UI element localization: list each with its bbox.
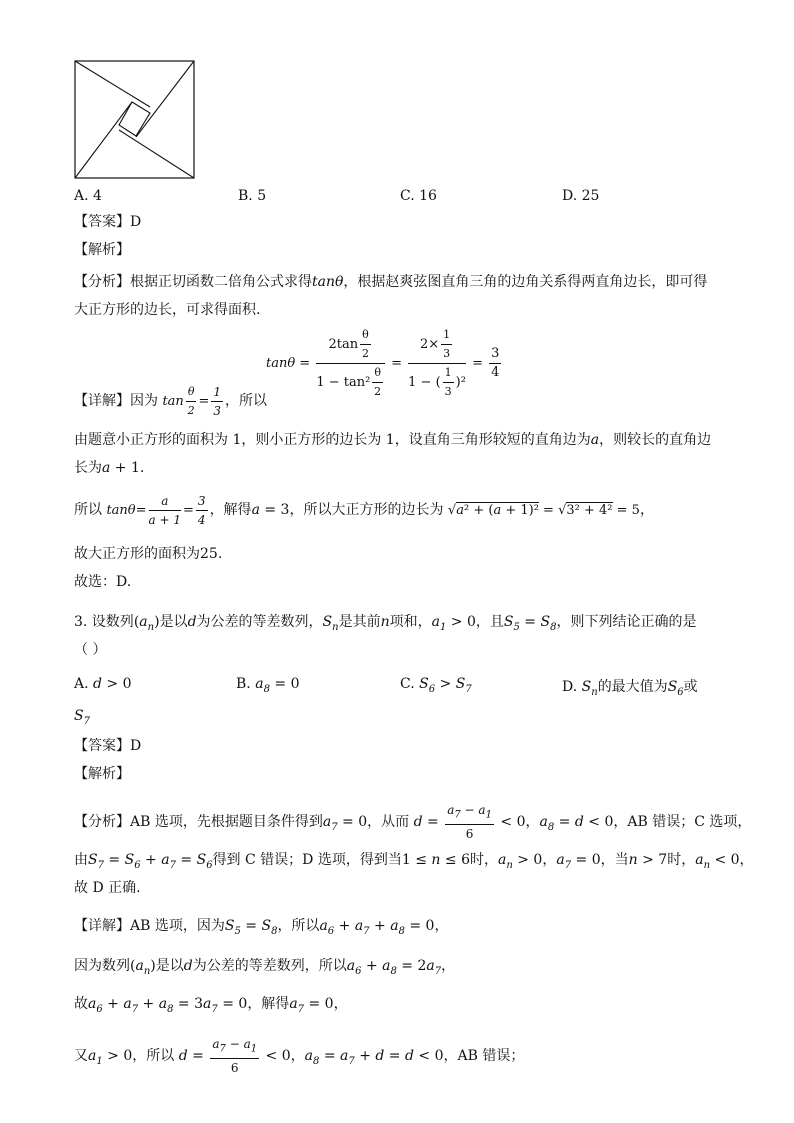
option-d: D. 25 [562, 188, 600, 204]
triangle-edge-1 [75, 61, 150, 107]
analysis-text-a: 根据正切函数二倍角公式求得 [130, 274, 312, 290]
q3-stem-a: 3. 设数列 [74, 614, 134, 630]
q3-option-d-or: 或 [683, 679, 698, 695]
q3-option-b-label: B. [236, 676, 251, 692]
q3-det-c-2: 是以 [155, 958, 184, 974]
solve-text: ，解得 [209, 502, 252, 518]
analysis-line-2: 大正方形的边长，可求得面积. [74, 302, 261, 318]
q3-option-c: C. $S_6 > S_7$ [400, 676, 472, 695]
answer-tag: 【答案】D [74, 214, 142, 230]
q3-stem-f: ，且 [475, 614, 504, 630]
q3-answer-tag: 【答案】D [74, 738, 142, 754]
option-a: A. 4 [74, 188, 102, 204]
choose-line: 故选：D. [74, 574, 132, 590]
q3-det-c: 因为数列 [74, 958, 130, 974]
option-c: C. 16 [400, 188, 437, 204]
q3-an-f-2: 时， [667, 852, 696, 868]
detail-so: ，所以 [224, 393, 267, 409]
inner-square [119, 102, 150, 136]
analysis-line-1 [74, 272, 707, 292]
detail-line-2: 由题意小正方形的面积为 1，则小正方形的边长为 1，设直角三角形较短的直角边为a，则较长的直角边 [74, 432, 712, 448]
analysis-label: 【分析】 [74, 274, 130, 290]
q3-option-c-label: C. [400, 676, 415, 692]
q3-analysis-label: 【分析】 [74, 814, 130, 830]
q3-an-f: 时， [469, 852, 498, 868]
q3-option-d-tail: $S_7$ [74, 708, 90, 727]
analysis-text-b: ，根据赵爽弦图直角三角的边角关系得两直角边长，即可得 [343, 274, 708, 290]
q3-an-c: ，AB 错误；C 选项， [613, 814, 752, 830]
q3-det-f: ，解得 [247, 996, 290, 1012]
q3-det-g: 又 [74, 1048, 88, 1064]
q3-det-h: ，所以 [132, 1048, 175, 1064]
q3-an-b: ，从而 [367, 814, 410, 830]
q3-analysis-line-1: 【分析】AB 选项，先根据题目条件得到$a_7 = 0$，从而 d = $\frac{a_7 - a_1}{6}$ < 0，$a_8 = d < 0$，AB 错误；C 选项， [74, 802, 752, 842]
detail-label: 【详解】 [74, 393, 130, 409]
q3-detail-line-3: 故$a_6 + a_7 + a_8 = 3a_7 = 0$，解得$a_7 = 0$， [74, 996, 348, 1015]
small-square-text: 由题意小正方形的面积为 1，则小正方形的边长为 1，设直角三角形较短的直角边为 [74, 432, 591, 448]
so-label: 所以 [74, 502, 102, 518]
big-edge-text: ，所以大正方形的边长为 [289, 502, 444, 518]
detail-line-4: 所以 tanθ= $\frac{a}{a + 1}$ = $\frac{3}{4}$ ，解得a = 3，所以大正方形的边长为 √a² + (a + 1)² = √3² + 4² = 5， [74, 494, 654, 527]
outer-square [75, 61, 194, 178]
q3-option-a: A. d > 0 [74, 676, 132, 692]
q3-option-b: B. $a_8 = 0$ [236, 676, 300, 695]
q3-det-b: ，所以 [277, 918, 320, 934]
option-b: B. 5 [238, 188, 267, 204]
q3-analysis-line-2: 由$S_7 = S_6 + a_7 = S_6$得到 C 错误；D 选项，得到当1 ≤ n ≤ 6时，$a_n > 0$，$a_7 = 0$，当n > 7时，$a_n < 0$， [74, 852, 754, 871]
detail-because: 因为 [130, 393, 158, 409]
triangle-edge-4 [75, 102, 132, 178]
q3-paren: （ ） [74, 642, 107, 658]
q3-stem-d: 是其前 [338, 614, 381, 630]
triangle-edge-3 [119, 130, 194, 178]
zhao-shuang-figure [74, 60, 196, 180]
q3-det-i: ，AB 错误； [443, 1048, 525, 1064]
jiexi-tag: 【解析】 [74, 242, 130, 258]
q3-an-d: 由 [74, 852, 88, 868]
q3-detail-line-2: 因为数列$(a_n)$是以d为公差的等差数列，所以$a_6 + a_8 = 2a_7$， [74, 958, 456, 977]
q3-option-d: D. $S_n$的最大值为$S_6$或 [562, 679, 698, 698]
q3-stem-g: ，则下列结论正确的是 [556, 614, 697, 630]
q3-stem-b: 是以 [159, 614, 188, 630]
q3-option-a-label: A. [74, 676, 89, 692]
detail-line-1: 【详解】因为 tan $\frac{\theta}{2}$ = $\frac{1}{3}$ ，所以 [74, 385, 267, 418]
small-square-text-end: ，则较长的直角边 [599, 432, 712, 448]
q3-det-a: AB 选项，因为 [130, 918, 225, 934]
q3-det-e: 故 [74, 996, 88, 1012]
area-text: 故大正方形的面积为 [74, 546, 200, 562]
q3-det-d: 为公差的等差数列，所以 [192, 958, 347, 974]
q3-stem-e: 项和， [389, 614, 432, 630]
q3-an-e: 得到 C 错误；D 选项，得到当 [212, 852, 402, 868]
long-leg-text: 长为 [74, 460, 102, 476]
q3-jiexi-tag: 【解析】 [74, 766, 130, 782]
detail-line-3: 长为a + 1. [74, 460, 145, 476]
q3-detail-line-4: 又$a_1 > 0$，所以 d = $\frac{a_7 - a_1}{6}$ < 0，$a_8 = a_7 + d = d < 0$，AB 错误； [74, 1036, 525, 1076]
q3-detail-label: 【详解】 [74, 918, 130, 934]
q3-option-d-mid: 的最大值为 [597, 679, 668, 695]
q3-detail-line-1: 【详解】AB 选项，因为$S_5 = S_8$，所以$a_6 + a_7 + a_8 = 0$， [74, 918, 449, 937]
q3-stem-line-1: 3. 设数列$(a_n)$是以d为公差的等差数列，$S_n$是其前n项和，$a_1 > 0$，且$S_5 = S_8$，则下列结论正确的是 [74, 614, 697, 633]
q3-an-g: ，当 [600, 852, 629, 868]
triangle-edge-2 [136, 61, 194, 137]
tan-double-angle-formula: tanθ = 2tan $\frac{\theta}{2}$ 1 − tan² $\frac{\theta}{2}$ = 2× $\frac{1}{3}$ 1 − ( $\frac{1}{3}$ )² = $\frac{3}{4}$ [266, 328, 500, 398]
q3-analysis-line-3: 故 D 正确. [74, 880, 141, 896]
q3-stem-c: 为公差的等差数列， [196, 614, 323, 630]
tan-theta: tanθ [312, 274, 344, 290]
q3-an-a: AB 选项，先根据题目条件得到 [130, 814, 323, 830]
detail-line-5: 故大正方形的面积为25. [74, 546, 223, 562]
q3-option-d-label: D. [562, 679, 578, 695]
